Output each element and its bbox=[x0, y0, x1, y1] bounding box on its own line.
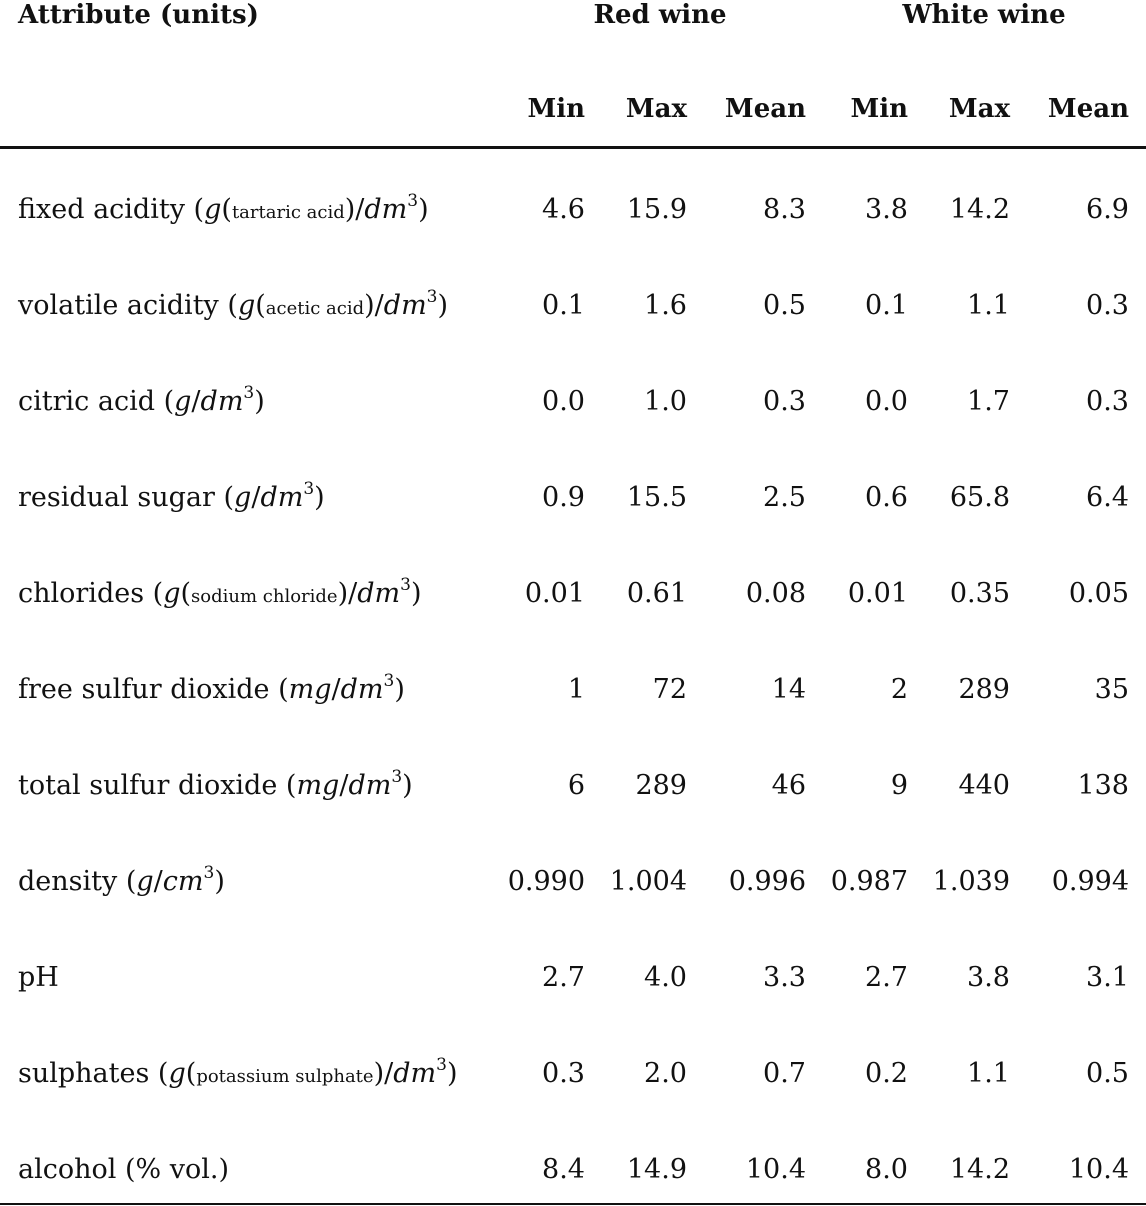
attribute-unit-part: ) bbox=[402, 770, 413, 801]
header-white-min: Min bbox=[850, 94, 908, 124]
attribute-unit-part: mg bbox=[288, 674, 332, 705]
attribute-unit-part: ) bbox=[437, 290, 449, 321]
table-row bbox=[0, 574, 1146, 614]
table-row bbox=[0, 286, 1146, 326]
cell-red-max: 1.6 bbox=[644, 290, 687, 321]
cell-red-max: 14.9 bbox=[626, 1154, 687, 1185]
attribute-unit-part: / bbox=[153, 866, 163, 897]
header-red-wine: Red wine bbox=[593, 0, 727, 30]
cell-red-min: 2.7 bbox=[542, 962, 585, 993]
row-attribute-label bbox=[18, 1055, 458, 1089]
cell-red-max: 15.9 bbox=[626, 194, 687, 225]
cell-red-min: 0.1 bbox=[542, 290, 585, 321]
table-row bbox=[0, 958, 1146, 998]
attribute-unit-part: 3 bbox=[426, 287, 438, 307]
attribute-unit-part: ) bbox=[254, 386, 265, 417]
row-attribute-label bbox=[18, 479, 325, 513]
cell-white-mean: 10.4 bbox=[1068, 1154, 1129, 1185]
cell-white-max: 1.1 bbox=[967, 1058, 1010, 1089]
attribute-unit-part: ( bbox=[218, 290, 238, 321]
attribute-unit-part: g bbox=[168, 1058, 186, 1089]
attribute-unit-part: / bbox=[339, 770, 349, 801]
cell-red-mean: 0.5 bbox=[763, 290, 806, 321]
row-attribute-label bbox=[18, 767, 413, 801]
row-attribute-label bbox=[18, 383, 265, 417]
attribute-unit-part: 3 bbox=[243, 383, 255, 403]
header-white-wine: White wine bbox=[902, 0, 1066, 30]
cell-white-min: 0.2 bbox=[865, 1058, 908, 1089]
attribute-name: sulphates bbox=[18, 1058, 150, 1089]
attribute-unit-part: dm bbox=[200, 386, 244, 417]
cell-white-min: 9 bbox=[890, 770, 908, 801]
row-attribute-label bbox=[18, 964, 59, 991]
cell-red-min: 8.4 bbox=[542, 1154, 585, 1185]
cell-white-min: 0.01 bbox=[847, 578, 908, 609]
attribute-unit-part: ) bbox=[314, 482, 325, 513]
cell-red-mean: 14 bbox=[771, 674, 806, 705]
cell-white-max: 1.7 bbox=[967, 386, 1010, 417]
table-row bbox=[0, 478, 1146, 518]
attribute-unit-part: ( bbox=[117, 866, 137, 897]
cell-white-max: 14.2 bbox=[949, 1154, 1010, 1185]
attribute-name: volatile acidity bbox=[18, 290, 219, 321]
attribute-unit-part: ( bbox=[149, 1058, 169, 1089]
cell-red-min: 1 bbox=[567, 674, 585, 705]
cell-red-max: 1.004 bbox=[609, 866, 687, 897]
attribute-unit-part: 3 bbox=[400, 575, 411, 595]
cell-red-mean: 2.5 bbox=[763, 482, 806, 513]
attribute-unit-part: mg bbox=[296, 770, 340, 801]
header-rule bbox=[0, 146, 1146, 149]
attribute-unit-part: 3 bbox=[391, 767, 403, 787]
attribute-name: citric acid bbox=[18, 386, 155, 417]
attribute-unit-part: g bbox=[237, 290, 256, 321]
row-attribute-label bbox=[18, 575, 422, 609]
attribute-name: density bbox=[18, 866, 118, 897]
row-attribute-label bbox=[18, 191, 429, 225]
cell-white-max: 1.1 bbox=[967, 290, 1010, 321]
header-red-min: Min bbox=[527, 94, 585, 124]
cell-white-max: 65.8 bbox=[949, 482, 1010, 513]
attribute-unit-part: potassium sulphate bbox=[196, 1066, 374, 1087]
cell-white-mean: 138 bbox=[1077, 770, 1129, 801]
cell-white-mean: 0.3 bbox=[1086, 386, 1129, 417]
attribute-name: residual sugar bbox=[18, 482, 215, 513]
attribute-unit-part: )/ bbox=[344, 194, 365, 225]
cell-white-min: 0.1 bbox=[865, 290, 908, 321]
attribute-unit-part: g bbox=[163, 578, 181, 609]
cell-red-min: 0.0 bbox=[542, 386, 585, 417]
attribute-unit-part: ) bbox=[410, 578, 422, 609]
header-white-max: Max bbox=[948, 94, 1010, 124]
attribute-unit-part: dm bbox=[348, 770, 392, 801]
attribute-name: free sulfur dioxide bbox=[18, 674, 270, 705]
cell-red-min: 6 bbox=[567, 770, 585, 801]
attribute-unit-part: ( bbox=[144, 578, 164, 609]
attribute-unit-part: 3 bbox=[436, 1055, 447, 1075]
cell-red-min: 0.990 bbox=[507, 866, 585, 897]
cell-red-mean: 0.7 bbox=[763, 1058, 806, 1089]
attribute-unit-part: / bbox=[191, 386, 201, 417]
attribute-unit-part: ( bbox=[155, 386, 175, 417]
row-attribute-label bbox=[18, 863, 225, 897]
cell-white-mean: 35 bbox=[1094, 674, 1129, 705]
table-row bbox=[0, 1054, 1146, 1094]
cell-white-mean: 0.05 bbox=[1068, 578, 1129, 609]
attribute-unit-part: 3 bbox=[203, 863, 215, 883]
cell-white-mean: 0.3 bbox=[1086, 290, 1129, 321]
cell-white-max: 440 bbox=[958, 770, 1010, 801]
cell-white-mean: 3.1 bbox=[1086, 962, 1129, 993]
attribute-unit-part: ( bbox=[214, 482, 235, 513]
cell-white-min: 0.0 bbox=[865, 386, 908, 417]
attribute-unit-part: g bbox=[136, 866, 154, 897]
cell-red-max: 72 bbox=[652, 674, 687, 705]
table-row bbox=[0, 382, 1146, 422]
attribute-unit-part: g bbox=[234, 482, 252, 513]
cell-white-mean: 0.994 bbox=[1051, 866, 1129, 897]
attribute-unit-part: )/ bbox=[337, 578, 358, 609]
cell-red-max: 0.61 bbox=[626, 578, 687, 609]
row-attribute-label bbox=[18, 287, 449, 321]
attribute-unit-part: tartaric acid bbox=[231, 202, 345, 223]
attribute-unit-part: dm bbox=[364, 194, 408, 225]
attribute-unit-part: dm bbox=[340, 674, 384, 705]
attribute-unit-part: sodium chloride bbox=[191, 586, 338, 607]
attribute-unit-part: ) bbox=[446, 1058, 458, 1089]
cell-white-min: 3.8 bbox=[865, 194, 908, 225]
attribute-unit-part: acetic acid bbox=[265, 298, 365, 319]
cell-red-mean: 0.996 bbox=[728, 866, 806, 897]
cell-white-min: 2.7 bbox=[865, 962, 908, 993]
cell-red-max: 15.5 bbox=[626, 482, 687, 513]
cell-red-min: 4.6 bbox=[542, 194, 585, 225]
cell-red-max: 4.0 bbox=[644, 962, 687, 993]
cell-white-min: 2 bbox=[890, 674, 908, 705]
attribute-unit-part: (% vol.) bbox=[116, 1154, 230, 1185]
header-red-mean: Mean bbox=[724, 94, 806, 124]
cell-white-min: 8.0 bbox=[865, 1154, 908, 1185]
attribute-name: fixed acidity bbox=[18, 194, 185, 225]
attribute-unit-part: ) bbox=[418, 194, 429, 225]
table-row bbox=[0, 862, 1146, 902]
attribute-unit-part: dm bbox=[383, 290, 427, 321]
attribute-unit-part: dm bbox=[260, 482, 304, 513]
cell-red-min: 0.3 bbox=[542, 1058, 585, 1089]
cell-white-max: 1.039 bbox=[932, 866, 1010, 897]
attribute-name: chlorides bbox=[18, 578, 145, 609]
cell-white-mean: 6.9 bbox=[1086, 194, 1129, 225]
header-attribute: Attribute (units) bbox=[18, 0, 259, 30]
attribute-unit-part: g bbox=[174, 386, 192, 417]
attribute-unit-part: )/ bbox=[364, 290, 384, 321]
attribute-unit-part: ( bbox=[180, 578, 192, 609]
cell-red-mean: 46 bbox=[771, 770, 806, 801]
attribute-unit-part: ) bbox=[394, 674, 405, 705]
attribute-unit-part: dm bbox=[393, 1058, 437, 1089]
attribute-unit-part: g bbox=[204, 194, 222, 225]
attribute-unit-part: ( bbox=[221, 194, 232, 225]
table-row bbox=[0, 1150, 1146, 1190]
attribute-unit-part: 3 bbox=[303, 479, 315, 499]
cell-white-min: 0.987 bbox=[830, 866, 908, 897]
cell-red-mean: 3.3 bbox=[763, 962, 806, 993]
row-attribute-label bbox=[18, 671, 405, 705]
cell-white-mean: 0.5 bbox=[1086, 1058, 1129, 1089]
attribute-name: alcohol bbox=[18, 1154, 117, 1185]
attribute-unit-part: / bbox=[251, 482, 261, 513]
attribute-unit-part: 3 bbox=[383, 671, 395, 691]
attribute-unit-part: ) bbox=[214, 866, 225, 897]
table-row bbox=[0, 670, 1146, 710]
cell-red-mean: 10.4 bbox=[745, 1154, 806, 1185]
attribute-unit-part: ( bbox=[184, 194, 205, 225]
cell-red-max: 1.0 bbox=[644, 386, 687, 417]
attribute-unit-part: ( bbox=[277, 770, 297, 801]
cell-red-max: 2.0 bbox=[644, 1058, 687, 1089]
cell-red-mean: 0.08 bbox=[745, 578, 806, 609]
attribute-unit-part: 3 bbox=[407, 191, 419, 211]
header-white-mean: Mean bbox=[1047, 94, 1129, 124]
attribute-name: total sulfur dioxide bbox=[18, 770, 278, 801]
cell-red-mean: 0.3 bbox=[763, 386, 806, 417]
attribute-name: pH bbox=[18, 962, 59, 993]
cell-red-min: 0.9 bbox=[542, 482, 585, 513]
attribute-unit-part: ( bbox=[255, 290, 266, 321]
attribute-unit-part: ( bbox=[269, 674, 289, 705]
cell-white-min: 0.6 bbox=[865, 482, 908, 513]
table-row bbox=[0, 190, 1146, 230]
cell-white-max: 14.2 bbox=[949, 194, 1010, 225]
cell-white-max: 3.8 bbox=[967, 962, 1010, 993]
row-attribute-label bbox=[18, 1156, 229, 1183]
cell-red-min: 0.01 bbox=[524, 578, 585, 609]
cell-red-mean: 8.3 bbox=[763, 194, 806, 225]
attribute-unit-part: )/ bbox=[373, 1058, 394, 1089]
attribute-unit-part: cm bbox=[162, 866, 204, 897]
header-red-max: Max bbox=[625, 94, 687, 124]
table-row bbox=[0, 766, 1146, 806]
cell-white-max: 0.35 bbox=[949, 578, 1010, 609]
attribute-unit-part: ( bbox=[185, 1058, 197, 1089]
attribute-unit-part: dm bbox=[357, 578, 401, 609]
attribute-unit-part: / bbox=[331, 674, 341, 705]
cell-white-max: 289 bbox=[958, 674, 1010, 705]
bottom-rule bbox=[0, 1203, 1146, 1205]
cell-white-mean: 6.4 bbox=[1086, 482, 1129, 513]
cell-red-max: 289 bbox=[635, 770, 687, 801]
